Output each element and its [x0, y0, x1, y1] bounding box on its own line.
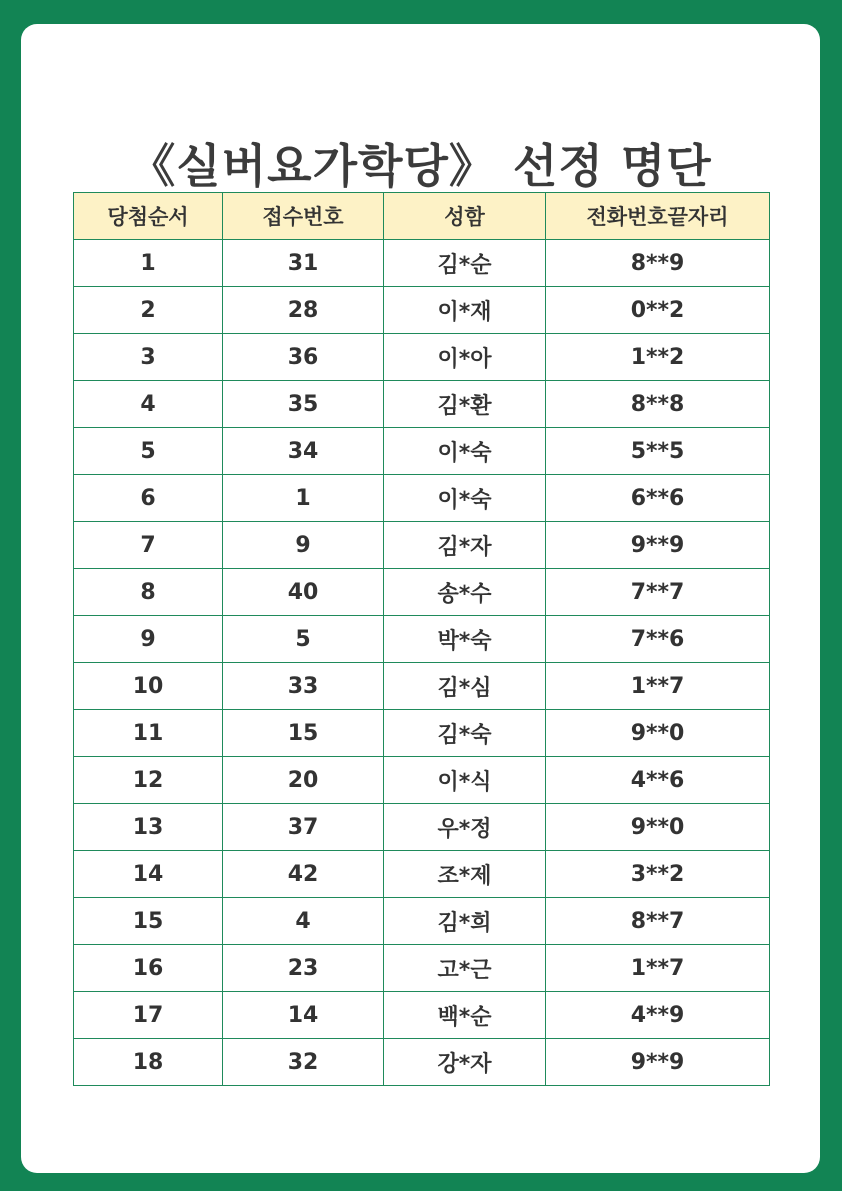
table-row: [74, 710, 770, 757]
table-row: [74, 381, 770, 428]
table-header-row: [74, 193, 770, 240]
cell-phone-last-digits: 0**2: [546, 287, 770, 334]
cell-name: 이*아: [384, 334, 546, 381]
cell-name: 김*숙: [384, 710, 546, 757]
cell-application-number: 32: [223, 1039, 384, 1086]
table-row: [74, 428, 770, 475]
cell-phone-last-digits: 3**2: [546, 851, 770, 898]
cell-draw-order: 13: [74, 804, 223, 851]
cell-phone-last-digits: 7**6: [546, 616, 770, 663]
cell-application-number: 28: [223, 287, 384, 334]
cell-application-number: 42: [223, 851, 384, 898]
cell-name: 조*제: [384, 851, 546, 898]
cell-phone-last-digits: 8**7: [546, 898, 770, 945]
cell-phone-last-digits: 9**9: [546, 1039, 770, 1086]
cell-name: 이*식: [384, 757, 546, 804]
column-header-application-number: 접수번호: [223, 193, 384, 240]
table-row: [74, 1039, 770, 1086]
table-row: [74, 898, 770, 945]
table-row: [74, 804, 770, 851]
cell-application-number: 36: [223, 334, 384, 381]
cell-draw-order: 10: [74, 663, 223, 710]
cell-name: 김*심: [384, 663, 546, 710]
cell-name: 백*순: [384, 992, 546, 1039]
cell-phone-last-digits: 8**9: [546, 240, 770, 287]
cell-name: 이*숙: [384, 428, 546, 475]
table-body: [74, 240, 770, 1086]
cell-phone-last-digits: 4**9: [546, 992, 770, 1039]
cell-phone-last-digits: 9**9: [546, 522, 770, 569]
column-header-name: 성함: [384, 193, 546, 240]
cell-application-number: 35: [223, 381, 384, 428]
cell-application-number: 33: [223, 663, 384, 710]
selection-table: [73, 192, 770, 1086]
cell-draw-order: 9: [74, 616, 223, 663]
cell-application-number: 37: [223, 804, 384, 851]
cell-name: 김*순: [384, 240, 546, 287]
cell-draw-order: 18: [74, 1039, 223, 1086]
cell-application-number: 1: [223, 475, 384, 522]
cell-draw-order: 3: [74, 334, 223, 381]
table-row: [74, 757, 770, 804]
cell-draw-order: 7: [74, 522, 223, 569]
cell-name: 이*숙: [384, 475, 546, 522]
cell-name: 우*정: [384, 804, 546, 851]
cell-draw-order: 17: [74, 992, 223, 1039]
cell-application-number: 9: [223, 522, 384, 569]
cell-name: 이*재: [384, 287, 546, 334]
cell-phone-last-digits: 9**0: [546, 804, 770, 851]
table-row: [74, 475, 770, 522]
cell-draw-order: 6: [74, 475, 223, 522]
cell-draw-order: 5: [74, 428, 223, 475]
cell-application-number: 14: [223, 992, 384, 1039]
table-row: [74, 945, 770, 992]
cell-name: 박*숙: [384, 616, 546, 663]
cell-draw-order: 4: [74, 381, 223, 428]
table-row: [74, 992, 770, 1039]
table-row: [74, 334, 770, 381]
table-row: [74, 240, 770, 287]
cell-phone-last-digits: 7**7: [546, 569, 770, 616]
cell-application-number: 23: [223, 945, 384, 992]
cell-name: 김*자: [384, 522, 546, 569]
cell-phone-last-digits: 8**8: [546, 381, 770, 428]
table-row: [74, 663, 770, 710]
cell-phone-last-digits: 5**5: [546, 428, 770, 475]
cell-draw-order: 2: [74, 287, 223, 334]
cell-application-number: 34: [223, 428, 384, 475]
table-row: [74, 287, 770, 334]
cell-phone-last-digits: 1**7: [546, 663, 770, 710]
cell-name: 김*희: [384, 898, 546, 945]
cell-name: 강*자: [384, 1039, 546, 1086]
cell-draw-order: 14: [74, 851, 223, 898]
table-row: [74, 616, 770, 663]
cell-application-number: 4: [223, 898, 384, 945]
cell-draw-order: 12: [74, 757, 223, 804]
cell-phone-last-digits: 1**7: [546, 945, 770, 992]
cell-name: 송*수: [384, 569, 546, 616]
cell-phone-last-digits: 1**2: [546, 334, 770, 381]
cell-application-number: 15: [223, 710, 384, 757]
column-header-phone-last-digits: 전화번호끝자리: [546, 193, 770, 240]
cell-application-number: 20: [223, 757, 384, 804]
cell-draw-order: 1: [74, 240, 223, 287]
cell-application-number: 40: [223, 569, 384, 616]
table-row: [74, 851, 770, 898]
cell-draw-order: 8: [74, 569, 223, 616]
cell-phone-last-digits: 4**6: [546, 757, 770, 804]
cell-application-number: 5: [223, 616, 384, 663]
cell-name: 김*환: [384, 381, 546, 428]
cell-application-number: 31: [223, 240, 384, 287]
column-header-draw-order: 당첨순서: [74, 193, 223, 240]
cell-draw-order: 11: [74, 710, 223, 757]
cell-phone-last-digits: 6**6: [546, 475, 770, 522]
table-row: [74, 569, 770, 616]
cell-draw-order: 15: [74, 898, 223, 945]
page-title: 《실버요가학당》 선정 명단: [129, 139, 712, 193]
notice-card: [21, 24, 820, 1173]
cell-phone-last-digits: 9**0: [546, 710, 770, 757]
cell-name: 고*근: [384, 945, 546, 992]
table-row: [74, 522, 770, 569]
cell-draw-order: 16: [74, 945, 223, 992]
